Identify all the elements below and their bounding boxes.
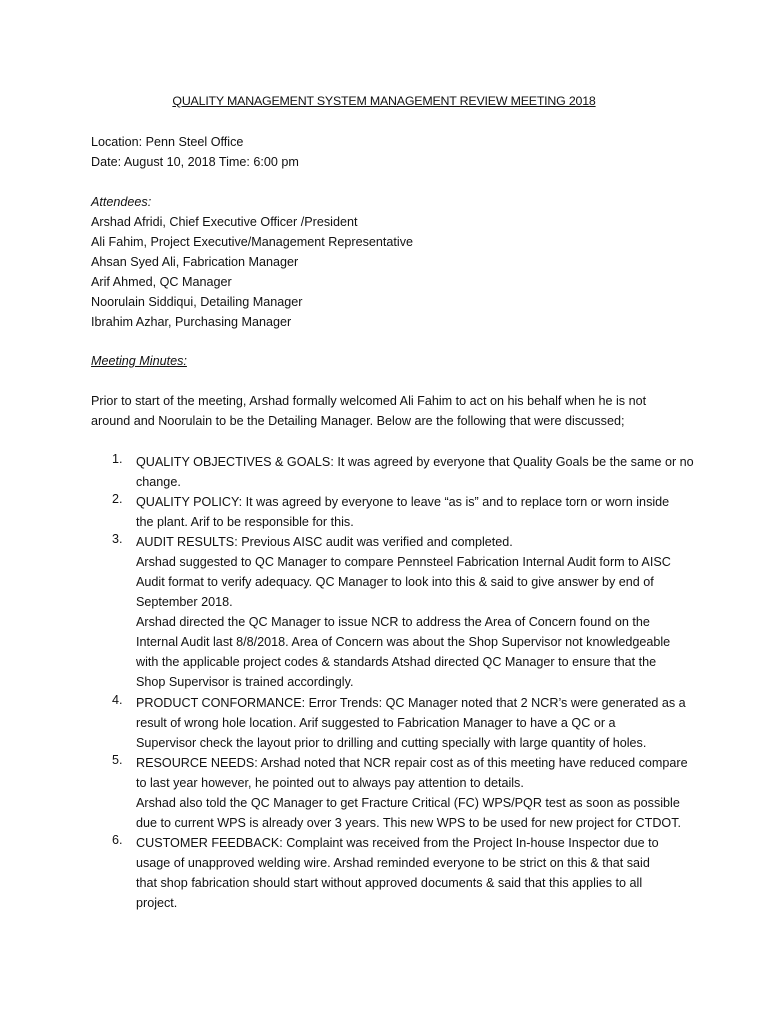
attendee-item: Arshad Afridi, Chief Executive Officer /President (91, 215, 358, 229)
item-line: due to current WPS is already over 3 years. This new WPS to be used for new project for CTDOT. (136, 816, 682, 830)
item-number: 6. (112, 833, 123, 847)
item-line: QUALITY OBJECTIVES & GOALS: It was agreed by everyone that Quality Goals be the same or no (136, 455, 694, 469)
location-line: Location: Penn Steel Office (91, 135, 244, 149)
item-number: 3. (112, 532, 123, 546)
item-line: QUALITY POLICY: It was agreed by everyone to leave “as is” and to replace torn or worn inside (136, 495, 670, 509)
item-number: 1. (112, 452, 123, 466)
document-title: QUALITY MANAGEMENT SYSTEM MANAGEMENT REVIEW MEETING 2018 (172, 94, 596, 108)
item-line: Supervisor check the layout prior to drilling and cutting specially with large quantity of holes. (136, 736, 647, 750)
item-line: RESOURCE NEEDS: Arshad noted that NCR repair cost as of this meeting have reduced compare (136, 756, 688, 770)
intro-line: around and Noorulain to be the Detailing Manager. Below are the following that were discussed; (91, 414, 625, 428)
attendees-heading: Attendees: (91, 195, 152, 209)
item-line: project. (136, 896, 178, 910)
minutes-heading: Meeting Minutes: (91, 354, 187, 368)
attendee-item: Ali Fahim, Project Executive/Management Representative (91, 235, 413, 249)
item-line: Arshad directed the QC Manager to issue NCR to address the Area of Concern found on the (136, 615, 650, 629)
item-line: the plant. Arif to be responsible for this. (136, 515, 354, 529)
item-number: 5. (112, 753, 123, 767)
meeting-info (91, 132, 691, 172)
item-number: 4. (112, 693, 123, 707)
date-time-line: Date: August 10, 2018 Time: 6:00 pm (91, 155, 299, 169)
item-line: Arshad also told the QC Manager to get Fracture Critical (FC) WPS/PQR test as soon as possible (136, 796, 680, 810)
item-line: September 2018. (136, 595, 233, 609)
attendee-item: Ibrahim Azhar, Purchasing Manager (91, 315, 292, 329)
intro-paragraph (91, 391, 691, 431)
attendee-item: Arif Ahmed, QC Manager (91, 275, 232, 289)
item-line: Shop Supervisor is trained accordingly. (136, 675, 354, 689)
item-line: change. (136, 475, 181, 489)
item-line: usage of unapproved welding wire. Arshad reminded everyone to be strict on this & that said (136, 856, 650, 870)
item-line: CUSTOMER FEEDBACK: Complaint was received from the Project In-house Inspector due to (136, 836, 659, 850)
item-line: AUDIT RESULTS: Previous AISC audit was verified and completed. (136, 535, 513, 549)
attendee-item: Noorulain Siddiqui, Detailing Manager (91, 295, 303, 309)
item-line: Internal Audit last 8/8/2018. Area of Concern was about the Shop Supervisor not knowledgeable (136, 635, 671, 649)
attendee-item: Ahsan Syed Ali, Fabrication Manager (91, 255, 299, 269)
item-line: Arshad suggested to QC Manager to compare Pennsteel Fabrication Internal Audit form to AISC (136, 555, 671, 569)
minutes-heading-wrap (91, 351, 691, 371)
item-line: to last year however, he pointed out to always pay attention to details. (136, 776, 524, 790)
item-line: result of wrong hole location. Arif suggested to Fabrication Manager to have a QC or a (136, 716, 616, 730)
item-line: Audit format to verify adequacy. QC Manager to look into this & said to give answer by end of (136, 575, 654, 589)
item-line: PRODUCT CONFORMANCE: Error Trends: QC Manager noted that 2 NCR’s were generated as a (136, 696, 686, 710)
intro-line: Prior to start of the meeting, Arshad formally welcomed Ali Fahim to act on his behalf when he is not (91, 394, 647, 408)
item-line: that shop fabrication should start without approved documents & said that this applies to all (136, 876, 643, 890)
item-number: 2. (112, 492, 123, 506)
item-line: with the applicable project codes & standards Atshad directed QC Manager to ensure that the (136, 655, 657, 669)
attendees-section (91, 192, 691, 332)
